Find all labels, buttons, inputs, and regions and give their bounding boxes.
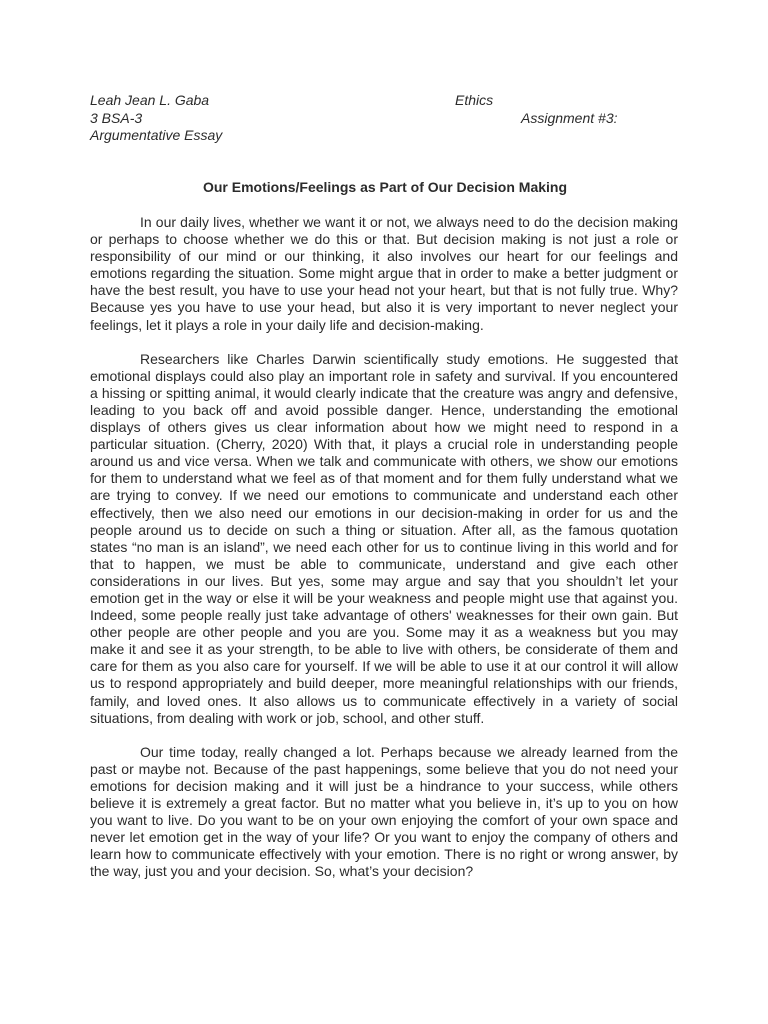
essay-title: Our Emotions/Feelings as Part of Our Decision Making bbox=[202, 179, 568, 195]
essay-type-label: Argumentative Essay bbox=[90, 127, 223, 143]
header-row-1 bbox=[90, 92, 680, 110]
paragraph-2: Researchers like Charles Darwin scientifically study emotions. He suggested that emotional displays could also play an important role in safety and survival. If you encountered a hissing or spitting animal, it would clearly indicate that the creature was angry and defensive, leading to you back off and avoid possible danger. Hence, understanding the emotional displays of others gives us clear information about how we might need to respond in a particular situation. (Cherry, 2020) With that, it plays a crucial role in understanding people around us and vice versa. When we talk and communicate with others, we show our emotions for them to understand what we feel as of that moment and for them fully understand what we are trying to convey. If we need our emotions to communicate and understand each other effectively, then we also need our emotions in our decision-making in order for us and the people around us to decide on such a thing or situation. After all, as the famous quotation states “no man is an island”, we need each other for us to continue living in this world and for that to happen, we must be able to communicate, understand and give each other considerations in our lives. But yes, some may argue and say that you shouldn’t let your emotion get in the way or else it will be your weakness and people might use that against you. Indeed, some people really just take advantage of others' weaknesses for their own gain. But other people are other people and you are you. Some may it as a weakness but you may make it and see it as your strength, to be able to live with others, be considerate of them and care for them as you also care for yourself. If we will be able to use it at our control it will allow us to respond appropriately and build deeper, more meaningful relationships with our friends, family, and loved ones. It also allows us to communicate effectively in a variety of social situations, from dealing with work or job, school, and other stuff. bbox=[90, 350, 678, 726]
document-header bbox=[90, 92, 680, 145]
header-row-2 bbox=[90, 110, 680, 128]
paragraph-1: In our daily lives, whether we want it or not, we always need to do the decision making or perhaps to choose whether we do this or that. But decision making is not just a role or responsibility of our mind or our thinking, it also involves our heart for our feelings and emotions regarding the situation. Some might argue that in order to make a better judgment or have the best result, you have to use your head not your heart, but that is not fully true. Why? Because yes you have to use your head, but also it is very important to never neglect your feelings, let it plays a role in your daily life and decision-making. bbox=[90, 214, 678, 333]
assignment-label: Assignment #3: bbox=[521, 109, 618, 126]
section-label: 3 BSA-3 bbox=[90, 109, 143, 126]
essay-body bbox=[90, 214, 678, 897]
author-name: Leah Jean L. Gaba bbox=[90, 92, 210, 108]
paragraph-3: Our time today, really changed a lot. Perhaps because we already learned from the past or maybe not. Because of the past happenings, some believe that you do not need your emotions for decision making and it will just be a hindrance to your success, while others believe it is extremely a great factor. But no matter what you believe in, it’s up to you on how you want to live. Do you want to be on your own enjoying the comfort of your own space and never let emotion get in the way of your life? Or you want to enjoy the company of others and learn how to communicate effectively with your emotion. There is no right or wrong answer, by the way, just you and your decision. So, what’s your decision? bbox=[90, 743, 678, 880]
subject-label: Ethics bbox=[455, 92, 494, 108]
header-row-3 bbox=[90, 127, 680, 145]
